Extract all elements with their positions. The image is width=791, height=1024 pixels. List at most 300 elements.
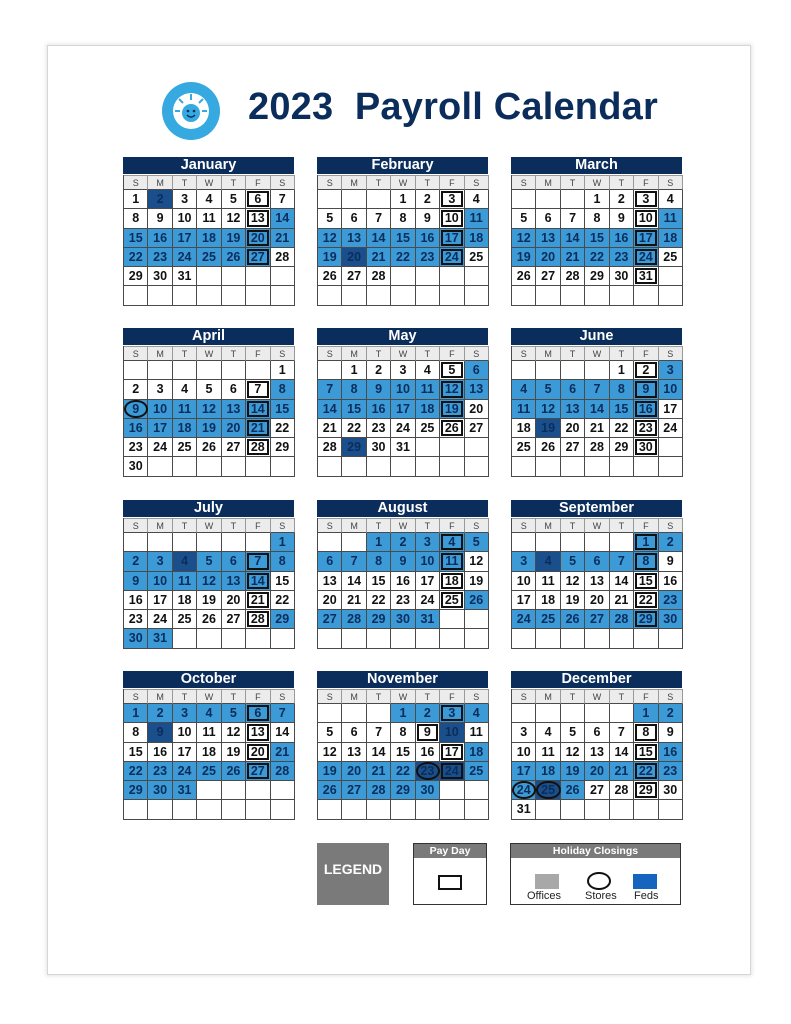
- day-cell: 5: [222, 704, 246, 723]
- empty-cell: [197, 361, 221, 380]
- empty-cell: [318, 533, 342, 552]
- day-cell: 11: [659, 209, 683, 228]
- empty-cell: [512, 533, 536, 552]
- empty-cell: [246, 629, 270, 648]
- month-grid: [317, 689, 488, 820]
- day-cell: 27: [222, 610, 246, 629]
- empty-cell: [246, 361, 270, 380]
- day-cell: 6: [465, 361, 489, 380]
- empty-cell: [416, 438, 440, 457]
- day-cell: 5: [440, 361, 464, 380]
- day-cell: 4: [173, 552, 197, 571]
- month-title: October: [123, 671, 294, 688]
- day-cell: 8: [391, 723, 415, 742]
- day-cell: 28: [246, 610, 270, 629]
- day-cell: 29: [124, 781, 148, 800]
- empty-cell: [173, 286, 197, 305]
- day-cell: 10: [416, 552, 440, 571]
- day-cell: 20: [318, 591, 342, 610]
- day-cell: 14: [246, 572, 270, 591]
- empty-cell: [465, 629, 489, 648]
- empty-cell: [222, 533, 246, 552]
- day-cell: 5: [318, 723, 342, 742]
- empty-cell: [465, 610, 489, 629]
- weekday-header: W: [391, 175, 415, 190]
- day-cell: 10: [512, 743, 536, 762]
- day-cell: 12: [465, 552, 489, 571]
- empty-cell: [173, 800, 197, 819]
- day-cell: 10: [391, 380, 415, 399]
- day-cell: 25: [536, 610, 560, 629]
- day-cell: 8: [271, 552, 295, 571]
- day-cell: 30: [634, 438, 658, 457]
- empty-cell: [222, 457, 246, 476]
- empty-cell: [610, 629, 634, 648]
- day-cell: 1: [271, 533, 295, 552]
- weekday-header: W: [585, 346, 609, 361]
- day-cell: 2: [124, 552, 148, 571]
- sun-face-icon: [162, 82, 220, 140]
- empty-cell: [659, 457, 683, 476]
- empty-cell: [610, 533, 634, 552]
- empty-cell: [391, 267, 415, 286]
- day-cell: 17: [634, 229, 658, 248]
- day-cell: 28: [271, 248, 295, 267]
- empty-cell: [222, 267, 246, 286]
- day-cell: 21: [271, 229, 295, 248]
- day-cell: 3: [634, 190, 658, 209]
- weekday-header: S: [659, 346, 683, 361]
- day-cell: 27: [561, 438, 585, 457]
- day-cell: 6: [536, 209, 560, 228]
- day-cell: 28: [342, 610, 366, 629]
- day-cell: 21: [318, 419, 342, 438]
- day-cell: 18: [512, 419, 536, 438]
- empty-cell: [561, 704, 585, 723]
- day-cell: 30: [659, 610, 683, 629]
- day-cell: 22: [124, 762, 148, 781]
- empty-cell: [585, 629, 609, 648]
- weekday-header: M: [342, 518, 366, 533]
- day-cell: 21: [610, 591, 634, 610]
- day-cell: 29: [391, 781, 415, 800]
- day-cell: 3: [440, 704, 464, 723]
- day-cell: 17: [440, 229, 464, 248]
- day-cell: 15: [634, 743, 658, 762]
- day-cell: 18: [173, 419, 197, 438]
- day-cell: 22: [271, 419, 295, 438]
- empty-cell: [416, 629, 440, 648]
- empty-cell: [197, 457, 221, 476]
- day-cell: 2: [148, 704, 172, 723]
- day-cell: 19: [222, 743, 246, 762]
- day-cell: 6: [561, 380, 585, 399]
- day-cell: 23: [659, 762, 683, 781]
- day-cell: 2: [416, 190, 440, 209]
- day-cell: 5: [561, 552, 585, 571]
- day-cell: 1: [391, 704, 415, 723]
- weekday-header: T: [173, 346, 197, 361]
- day-cell: 8: [124, 723, 148, 742]
- day-cell: 27: [246, 762, 270, 781]
- empty-cell: [173, 533, 197, 552]
- day-cell: 23: [124, 610, 148, 629]
- day-cell: 19: [536, 419, 560, 438]
- day-cell: 7: [246, 380, 270, 399]
- month-title: May: [317, 328, 488, 345]
- day-cell: 2: [659, 533, 683, 552]
- day-cell: 16: [148, 229, 172, 248]
- day-cell: 13: [318, 572, 342, 591]
- empty-cell: [416, 286, 440, 305]
- month-grid: [123, 518, 294, 649]
- empty-cell: [367, 457, 391, 476]
- day-cell: 12: [222, 723, 246, 742]
- day-cell: 10: [634, 209, 658, 228]
- weekday-header: M: [342, 346, 366, 361]
- day-cell: 11: [173, 572, 197, 591]
- day-cell: 11: [197, 723, 221, 742]
- day-cell: 24: [659, 419, 683, 438]
- day-cell: 17: [173, 743, 197, 762]
- day-cell: 22: [124, 248, 148, 267]
- day-cell: 23: [124, 438, 148, 457]
- day-cell: 5: [512, 209, 536, 228]
- day-cell: 4: [440, 533, 464, 552]
- weekday-header: M: [148, 689, 172, 704]
- empty-cell: [367, 704, 391, 723]
- month-october: [123, 671, 294, 820]
- empty-cell: [659, 629, 683, 648]
- day-cell: 8: [124, 209, 148, 228]
- day-cell: 20: [222, 591, 246, 610]
- month-title: August: [317, 500, 488, 517]
- day-cell: 18: [536, 591, 560, 610]
- month-july: [123, 500, 294, 649]
- day-cell: 2: [659, 704, 683, 723]
- empty-cell: [124, 533, 148, 552]
- day-cell: 11: [536, 572, 560, 591]
- day-cell: 18: [536, 762, 560, 781]
- day-cell: 22: [610, 419, 634, 438]
- day-cell: 14: [318, 400, 342, 419]
- day-cell: 25: [536, 781, 560, 800]
- day-cell: 7: [342, 552, 366, 571]
- weekday-header: S: [271, 518, 295, 533]
- day-cell: 15: [391, 229, 415, 248]
- weekday-header: T: [561, 518, 585, 533]
- weekday-header: S: [318, 518, 342, 533]
- day-cell: 8: [342, 380, 366, 399]
- weekday-header: T: [610, 518, 634, 533]
- day-cell: 4: [536, 723, 560, 742]
- day-cell: 24: [512, 781, 536, 800]
- day-cell: 25: [197, 762, 221, 781]
- day-cell: 6: [318, 552, 342, 571]
- weekday-header: S: [271, 346, 295, 361]
- weekday-header: S: [512, 346, 536, 361]
- empty-cell: [222, 629, 246, 648]
- day-cell: 18: [659, 229, 683, 248]
- day-cell: 12: [318, 229, 342, 248]
- empty-cell: [342, 533, 366, 552]
- day-cell: 12: [222, 209, 246, 228]
- weekday-header: F: [246, 518, 270, 533]
- month-grid: [123, 689, 294, 820]
- empty-cell: [342, 286, 366, 305]
- day-cell: 23: [416, 248, 440, 267]
- day-cell: 4: [197, 704, 221, 723]
- day-cell: 31: [391, 438, 415, 457]
- weekday-header: S: [271, 689, 295, 704]
- day-cell: 7: [367, 723, 391, 742]
- day-cell: 29: [271, 610, 295, 629]
- day-cell: 23: [659, 591, 683, 610]
- day-cell: 25: [659, 248, 683, 267]
- day-cell: 8: [585, 209, 609, 228]
- empty-cell: [246, 800, 270, 819]
- offices-swatch-icon: [535, 874, 559, 889]
- weekday-header: M: [342, 175, 366, 190]
- day-cell: 22: [634, 591, 658, 610]
- day-cell: 16: [148, 743, 172, 762]
- day-cell: 25: [465, 248, 489, 267]
- empty-cell: [246, 457, 270, 476]
- day-cell: 16: [416, 743, 440, 762]
- empty-cell: [197, 781, 221, 800]
- empty-cell: [610, 800, 634, 819]
- month-august: [317, 500, 488, 649]
- empty-cell: [659, 800, 683, 819]
- empty-cell: [659, 438, 683, 457]
- weekday-header: W: [391, 689, 415, 704]
- day-cell: 25: [416, 419, 440, 438]
- month-title: January: [123, 157, 294, 174]
- day-cell: 10: [440, 723, 464, 742]
- day-cell: 13: [561, 400, 585, 419]
- empty-cell: [342, 190, 366, 209]
- weekday-header: T: [367, 175, 391, 190]
- empty-cell: [271, 781, 295, 800]
- empty-cell: [610, 286, 634, 305]
- day-cell: 31: [148, 629, 172, 648]
- day-cell: 17: [416, 572, 440, 591]
- empty-cell: [536, 533, 560, 552]
- day-cell: 11: [440, 552, 464, 571]
- empty-cell: [222, 800, 246, 819]
- day-cell: 9: [634, 380, 658, 399]
- weekday-header: T: [222, 346, 246, 361]
- day-cell: 31: [634, 267, 658, 286]
- day-cell: 27: [246, 248, 270, 267]
- day-cell: 10: [173, 723, 197, 742]
- day-cell: 10: [512, 572, 536, 591]
- day-cell: 31: [173, 267, 197, 286]
- day-cell: 4: [416, 361, 440, 380]
- day-cell: 30: [659, 781, 683, 800]
- empty-cell: [440, 781, 464, 800]
- day-cell: 4: [197, 190, 221, 209]
- empty-cell: [440, 629, 464, 648]
- day-cell: 6: [222, 380, 246, 399]
- day-cell: 5: [561, 723, 585, 742]
- weekday-header: S: [659, 518, 683, 533]
- day-cell: 31: [173, 781, 197, 800]
- empty-cell: [634, 286, 658, 305]
- day-cell: 23: [148, 248, 172, 267]
- day-cell: 10: [173, 209, 197, 228]
- day-cell: 14: [271, 723, 295, 742]
- month-grid: [511, 346, 682, 477]
- empty-cell: [561, 629, 585, 648]
- day-cell: 2: [367, 361, 391, 380]
- weekday-header: S: [659, 689, 683, 704]
- day-cell: 30: [148, 781, 172, 800]
- empty-cell: [440, 267, 464, 286]
- day-cell: 4: [465, 190, 489, 209]
- empty-cell: [512, 286, 536, 305]
- day-cell: 10: [659, 380, 683, 399]
- day-cell: 1: [634, 704, 658, 723]
- day-cell: 27: [318, 610, 342, 629]
- weekday-header: S: [512, 689, 536, 704]
- day-cell: 9: [416, 209, 440, 228]
- day-cell: 19: [512, 248, 536, 267]
- day-cell: 3: [659, 361, 683, 380]
- day-cell: 26: [197, 438, 221, 457]
- day-cell: 12: [440, 380, 464, 399]
- weekday-header: S: [512, 175, 536, 190]
- day-cell: 16: [416, 229, 440, 248]
- day-cell: 12: [197, 572, 221, 591]
- day-cell: 24: [416, 591, 440, 610]
- day-cell: 14: [246, 400, 270, 419]
- day-cell: 16: [659, 743, 683, 762]
- weekday-header: M: [536, 689, 560, 704]
- day-cell: 1: [610, 361, 634, 380]
- day-cell: 23: [148, 762, 172, 781]
- day-cell: 2: [391, 533, 415, 552]
- day-cell: 5: [465, 533, 489, 552]
- day-cell: 11: [173, 400, 197, 419]
- weekday-header: F: [634, 689, 658, 704]
- empty-cell: [367, 629, 391, 648]
- day-cell: 2: [148, 190, 172, 209]
- weekday-header: F: [440, 518, 464, 533]
- day-cell: 14: [342, 572, 366, 591]
- weekday-header: T: [416, 346, 440, 361]
- empty-cell: [197, 800, 221, 819]
- day-cell: 19: [197, 419, 221, 438]
- weekday-header: T: [367, 518, 391, 533]
- day-cell: 23: [610, 248, 634, 267]
- day-cell: 26: [197, 610, 221, 629]
- weekday-header: T: [367, 346, 391, 361]
- day-cell: 26: [561, 610, 585, 629]
- day-cell: 22: [342, 419, 366, 438]
- feds-swatch-icon: [633, 874, 657, 889]
- day-cell: 29: [342, 438, 366, 457]
- day-cell: 12: [197, 400, 221, 419]
- day-cell: 9: [610, 209, 634, 228]
- empty-cell: [536, 457, 560, 476]
- empty-cell: [173, 629, 197, 648]
- weekday-header: W: [585, 689, 609, 704]
- day-cell: 25: [173, 610, 197, 629]
- day-cell: 20: [246, 229, 270, 248]
- empty-cell: [512, 361, 536, 380]
- day-cell: 20: [465, 400, 489, 419]
- empty-cell: [465, 267, 489, 286]
- day-cell: 26: [318, 267, 342, 286]
- empty-cell: [367, 190, 391, 209]
- day-cell: 17: [512, 591, 536, 610]
- day-cell: 28: [271, 762, 295, 781]
- day-cell: 22: [634, 762, 658, 781]
- day-cell: 7: [610, 552, 634, 571]
- weekday-header: M: [536, 518, 560, 533]
- day-cell: 24: [512, 610, 536, 629]
- weekday-header: S: [318, 346, 342, 361]
- day-cell: 17: [659, 400, 683, 419]
- day-cell: 13: [246, 723, 270, 742]
- day-cell: 13: [246, 209, 270, 228]
- empty-cell: [536, 190, 560, 209]
- day-cell: 18: [465, 229, 489, 248]
- day-cell: 18: [197, 229, 221, 248]
- empty-cell: [585, 361, 609, 380]
- day-cell: 3: [173, 190, 197, 209]
- day-cell: 25: [465, 762, 489, 781]
- day-cell: 17: [173, 229, 197, 248]
- day-cell: 8: [634, 723, 658, 742]
- day-cell: 17: [391, 400, 415, 419]
- weekday-header: M: [536, 346, 560, 361]
- day-cell: 9: [148, 723, 172, 742]
- day-cell: 11: [465, 723, 489, 742]
- day-cell: 20: [536, 248, 560, 267]
- day-cell: 7: [610, 723, 634, 742]
- empty-cell: [173, 361, 197, 380]
- empty-cell: [440, 286, 464, 305]
- day-cell: 30: [148, 267, 172, 286]
- month-february: [317, 157, 488, 306]
- day-cell: 18: [173, 591, 197, 610]
- day-cell: 4: [173, 380, 197, 399]
- empty-cell: [561, 361, 585, 380]
- day-cell: 30: [391, 610, 415, 629]
- day-cell: 1: [124, 190, 148, 209]
- day-cell: 13: [536, 229, 560, 248]
- empty-cell: [124, 800, 148, 819]
- day-cell: 6: [246, 190, 270, 209]
- empty-cell: [391, 800, 415, 819]
- day-cell: 14: [561, 229, 585, 248]
- day-cell: 9: [659, 723, 683, 742]
- day-cell: 16: [659, 572, 683, 591]
- empty-cell: [512, 704, 536, 723]
- day-cell: 22: [585, 248, 609, 267]
- day-cell: 7: [585, 380, 609, 399]
- day-cell: 28: [585, 438, 609, 457]
- empty-cell: [197, 267, 221, 286]
- empty-cell: [634, 800, 658, 819]
- day-cell: 13: [342, 743, 366, 762]
- weekday-header: M: [342, 689, 366, 704]
- page-title: 2023 Payroll Calendar: [248, 86, 658, 128]
- day-cell: 27: [465, 419, 489, 438]
- empty-cell: [440, 457, 464, 476]
